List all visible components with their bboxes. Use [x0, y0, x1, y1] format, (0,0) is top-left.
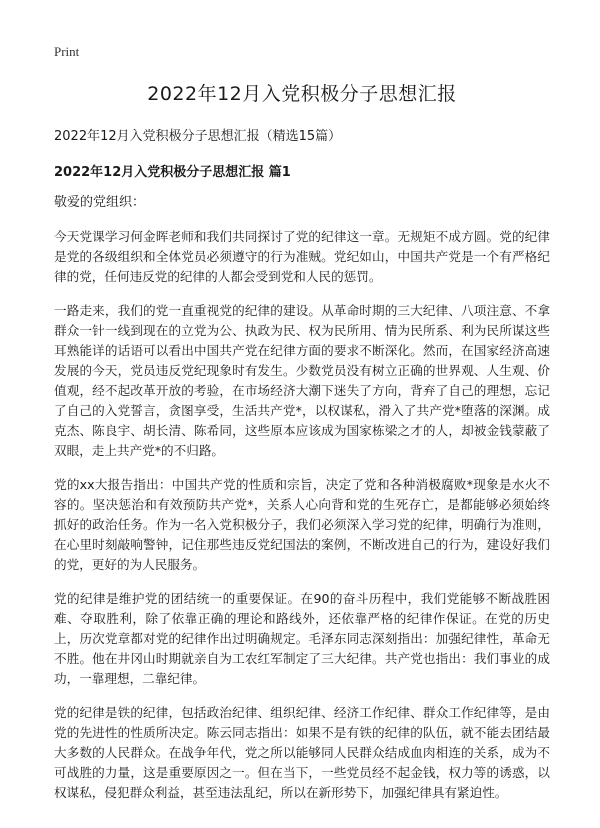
page-title: 2022年12月入党积极分子思想汇报 [147, 83, 457, 105]
document-body [54, 82, 550, 817]
paragraph-4: 党的纪律是维护党的团结统一的重要保证。在90的奋斗历程中，我们党能够不断战胜困难、夺取胜利，除了依靠正确的理论和路线外，还依靠严格的纪律作保证。在党的历史上，历次党章都对党的纪律作出过明确规定。毛泽东同志深刻指出：加强纪律性，革命无不胜。他在井冈山时期就亲自为工农红军制定了三大纪律。共产党也指出：我们事业的成功，一靠理想，二靠纪律。 [54, 591, 550, 686]
paragraph-1: 今天党课学习何金晖老师和我们共同探讨了党的纪律这一章。无规矩不成方圆。党的纪律是党的各级组织和全体党员必须遵守的行为准贼。党纪如山，中国共产党是一个有严格纪律的党，任何违反党的纪律的人都会受到党和人民的惩罚。 [54, 229, 550, 284]
paragraph-3: 党的xx大报告指出：中国共产党的性质和宗旨，决定了党和各种消极腐败*现象是水火不容的。坚决惩治和有效预防共产党*，关系人心向背和党的生死存亡，是都能够必须始终抓好的政治任务。作为一名入党积极分子，我们必须深入学习党的纪律，明确行为准则，在心里时刻敲响警钟，记住那些违反党纪国法的案例，不断改进自己的行为，建设好我们的党，更好的为人民服务。 [54, 477, 550, 572]
paragraph-2: 一路走来，我们的党一直重视党的纪律的建设。从革命时期的三大纪律、八项注意、不拿群众一针一线到现在的立党为公、执政为民、权为民所用、情为民所系、利为民所谋这些耳熟能详的话语可以看出中国共产党在纪律方面的要求不断深化。然而，在国家经济高速发展的今天，党员违反党纪现象时有发生。少数党员没有树立正确的世界观、人生观、价值观，经不起改革开放的考验，在市场经济大潮下迷失了方向，背弃了自己的理想，忘记了自己的入党誓言，贪图享受，生活共产党*，以权谋私，滑入了共产党*堕落的深渊。成克杰、陈良宇、胡长清、陈希同，这些原本应该成为国家栋梁之才的人，却被金钱蒙蔽了双眼，走上共产党*的不归路。 [54, 303, 550, 458]
paragraph-5: 党的纪律是铁的纪律，包括政治纪律、组织纪律、经济工作纪律、群众工作纪律等，是由党的先进性的性质所决定。陈云同志指出：如果不是有铁的纪律的队伍，就不能去团结最大多数的人民群众。在战争年代，党之所以能够同人民群众结成血肉相连的关系，成为不可战胜的力量，这是重要原因之一。但在当下，一些党员经不起金钱，权力等的诱惑，以权谋私，侵犯群众利益，甚至违法乱纪，所以在新形势下，加强纪律具有紧迫性。 [54, 705, 550, 800]
print-link[interactable]: Print [54, 44, 80, 59]
salutation: 敬爱的党组织： [54, 195, 146, 210]
section-heading: 2022年12月入党积极分子思想汇报 篇1 [54, 165, 291, 180]
document-subtitle: 2022年12月入党积极分子思想汇报（精选15篇） [54, 129, 342, 144]
